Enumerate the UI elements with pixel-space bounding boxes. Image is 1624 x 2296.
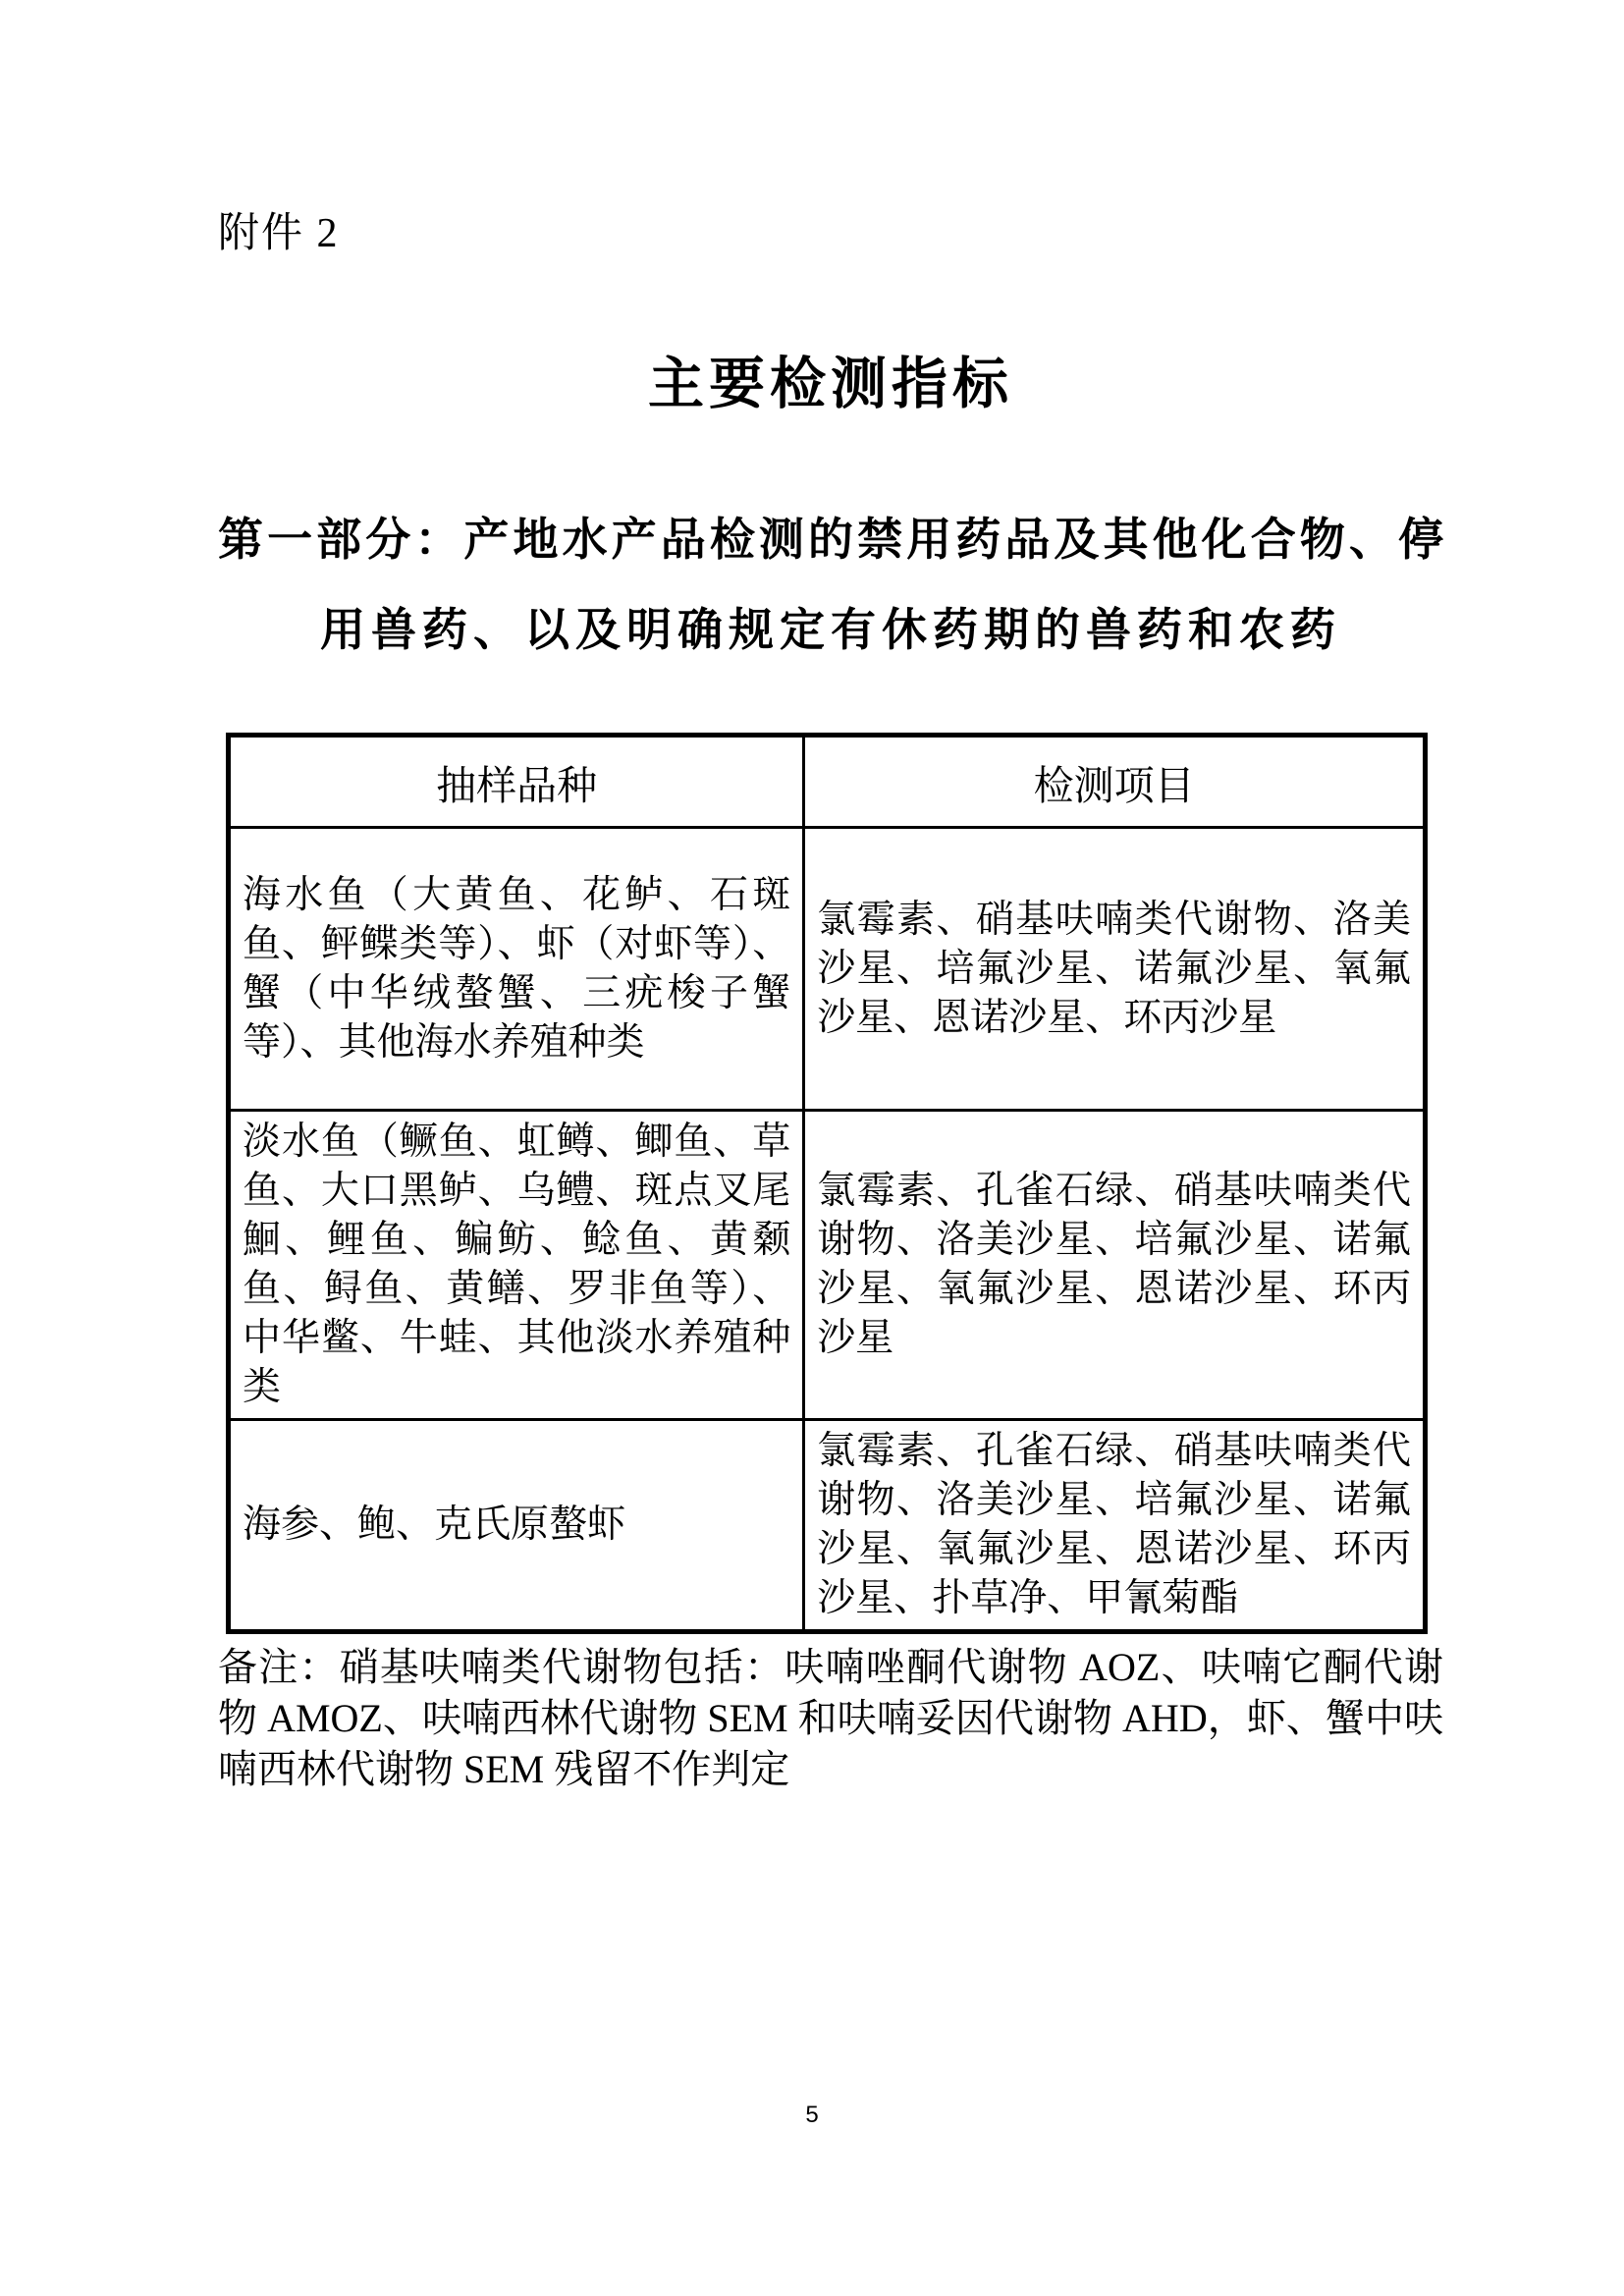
column-header-sample-species: 抽样品种 [229, 736, 804, 828]
table-row [229, 1111, 1426, 1420]
section-heading-line1: 第一部分：产地水产品检测的禁用药品及其他化合物、停 [218, 514, 1443, 565]
section-heading-line2: 用兽药、以及明确规定有休药期的兽药和农药 [320, 604, 1341, 655]
page-title: 主要检测指标 [648, 353, 1013, 415]
items-cell: 氯霉素、孔雀石绿、硝基呋喃类代谢物、洛美沙星、培氟沙星、诺氟沙星、氧氟沙星、恩诺沙星、环丙沙星、扑草净、甲氰菊酯 [804, 1420, 1426, 1632]
items-cell: 氯霉素、孔雀石绿、硝基呋喃类代谢物、洛美沙星、培氟沙星、诺氟沙星、氧氟沙星、恩诺沙星、环丙沙星 [804, 1111, 1426, 1420]
table-row [229, 1420, 1426, 1632]
table-header-row [229, 736, 1426, 828]
species-cell: 海参、鲍、克氏原螯虾 [229, 1420, 804, 1632]
attachment-label: 附件 2 [218, 211, 340, 256]
note-text: 备注：硝基呋喃类代谢物包括：呋喃唑酮代谢物 AOZ、呋喃它酮代谢物 AMOZ、呋喃西林代谢物 SEM 和呋喃妥因代谢物 AHD，虾、蟹中呋喃西林代谢物 SEM 残留不作判定 [218, 1645, 1443, 1791]
items-cell: 氯霉素、硝基呋喃类代谢物、洛美沙星、培氟沙星、诺氟沙星、氧氟沙星、恩诺沙星、环丙沙星 [804, 828, 1426, 1111]
page-content [218, 0, 1443, 1795]
detection-indicators-table [226, 733, 1428, 1634]
column-header-detection-items: 检测项目 [804, 736, 1426, 828]
species-cell: 淡水鱼（鳜鱼、虹鳟、鲫鱼、草鱼、大口黑鲈、乌鳢、斑点叉尾鮰、鲤鱼、鳊鲂、鲶鱼、黄颡鱼、鲟鱼、黄鳝、罗非鱼等）、中华鳖、牛蛙、其他淡水养殖种类 [229, 1111, 804, 1420]
table-row [229, 828, 1426, 1111]
section-heading [218, 494, 1443, 675]
species-cell: 海水鱼（大黄鱼、花鲈、石斑鱼、鲆鲽类等）、虾（对虾等）、蟹（中华绒螯蟹、三疣梭子蟹等）、其他海水养殖种类 [229, 828, 804, 1111]
page-number: 5 [805, 2102, 819, 2128]
